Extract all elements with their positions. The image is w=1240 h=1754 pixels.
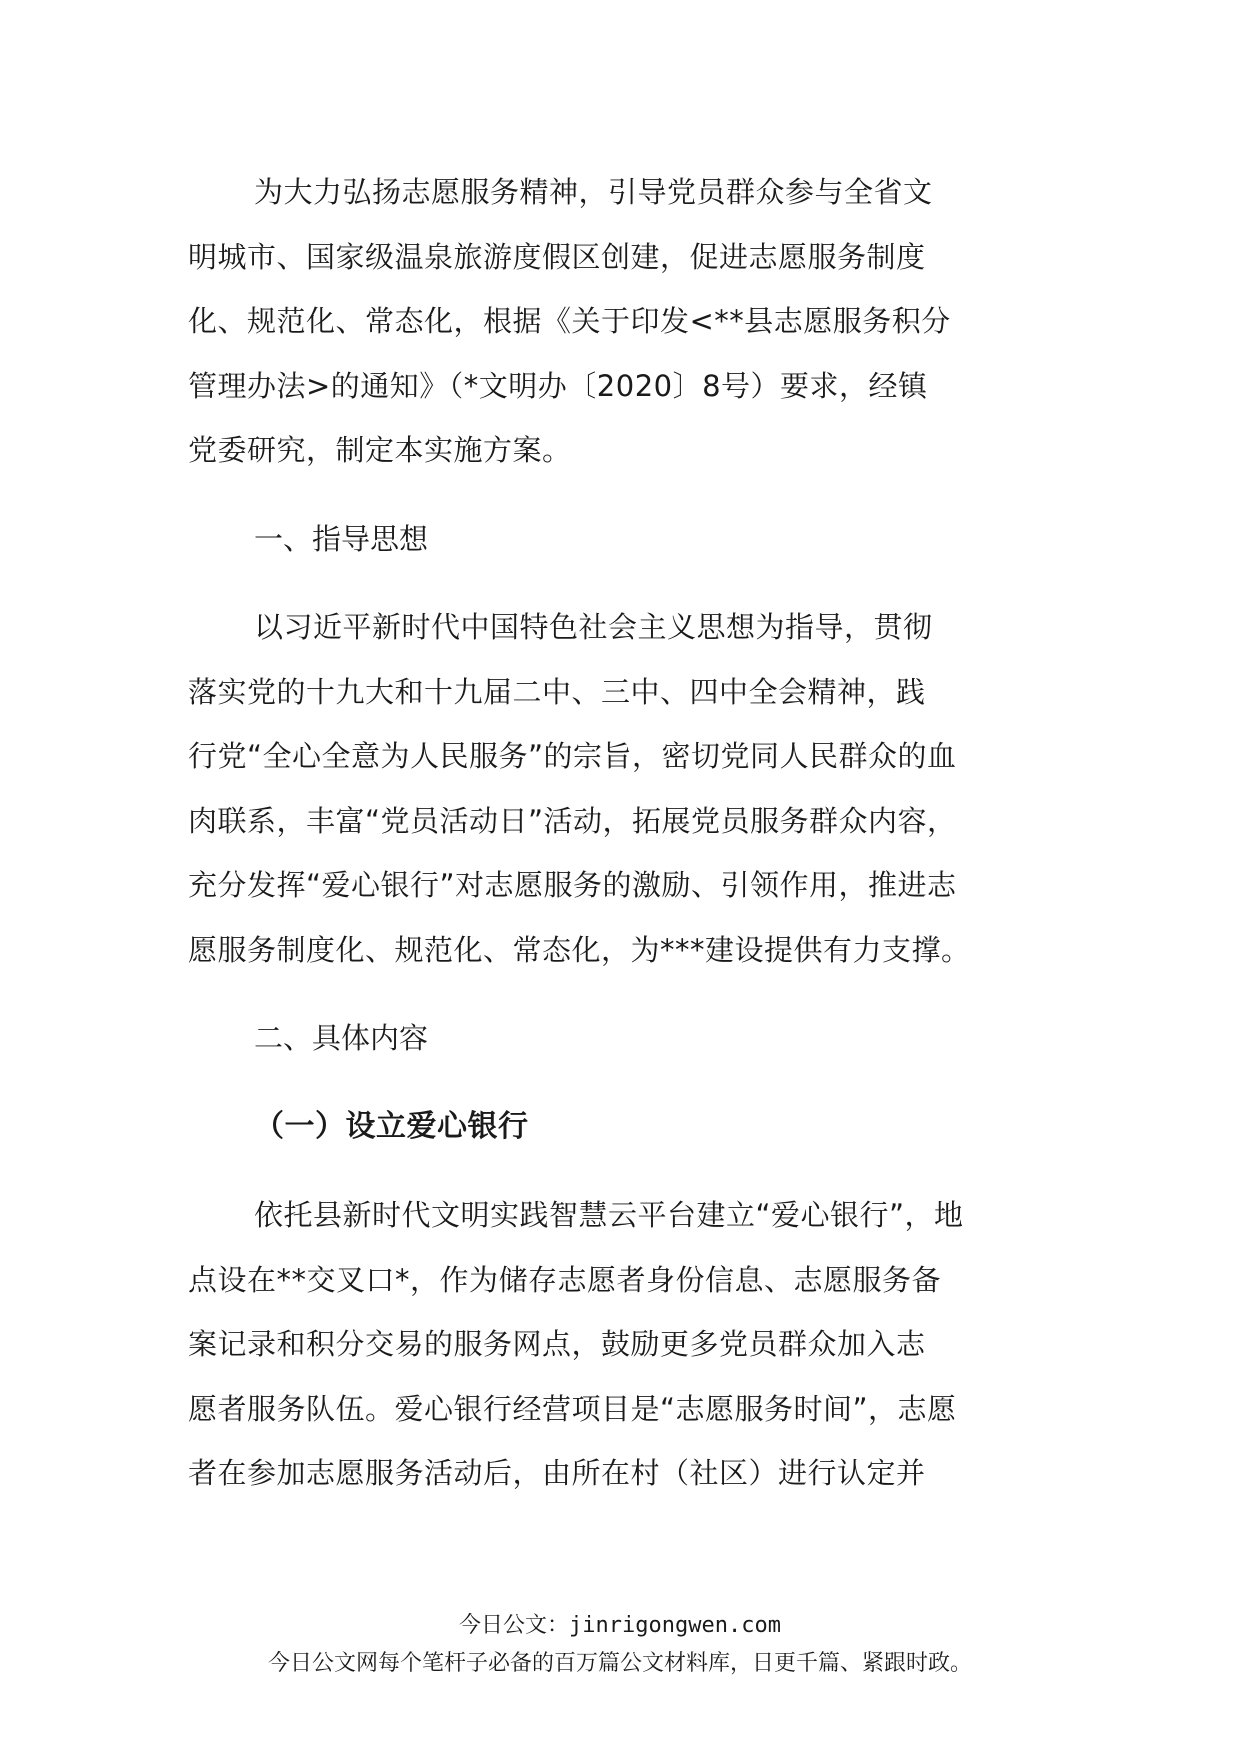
document-body bbox=[188, 160, 1068, 1506]
footer-label: 今日公文： bbox=[459, 1613, 570, 1638]
paragraph-line: 管理办法>的通知》（*文明办〔2020〕8号）要求，经镇 bbox=[188, 368, 928, 403]
paragraph-line: 案记录和积分交易的服务网点，鼓励更多党员群众加入志 bbox=[188, 1327, 926, 1361]
paragraph-line: 充分发挥“爱心银行”对志愿服务的激励、引领作用，推进志 bbox=[188, 868, 957, 902]
paragraph-line: 愿服务制度化、规范化、常态化，为***建设提供有力支撑。 bbox=[188, 932, 971, 967]
paragraph-line: 党委研究，制定本实施方案。 bbox=[188, 433, 572, 467]
paragraph-line: 者在参加志愿服务活动后，由所在村（社区）进行认定并 bbox=[188, 1456, 926, 1490]
paragraph-line: 点设在**交叉口*，作为储存志愿者身份信息、志愿服务备 bbox=[188, 1262, 942, 1297]
subsection-heading-love-bank: （一）设立爱心银行 bbox=[254, 1108, 529, 1144]
section-heading-specific-content: 二、具体内容 bbox=[254, 1021, 429, 1055]
footer-url-link[interactable]: jinrigongwen.com bbox=[569, 1613, 781, 1638]
paragraph-line: 肉联系，丰富“党员活动日”活动，拓展党员服务群众内容， bbox=[188, 803, 957, 838]
paragraph-line: 为大力弘扬志愿服务精神，引导党员群众参与全省文 bbox=[254, 175, 933, 209]
paragraph-line: 愿者服务队伍。爱心银行经营项目是“志愿服务时间”，志愿 bbox=[188, 1391, 957, 1426]
paragraph-line: 依托县新时代文明实践智慧云平台建立“爱心银行”，地 bbox=[254, 1198, 964, 1232]
paragraph-guiding-ideology bbox=[188, 595, 1068, 982]
paragraph-love-bank bbox=[188, 1183, 1068, 1506]
paragraph-intro bbox=[188, 160, 1068, 483]
footer-slogan: 今日公文网每个笔杆子必备的百万篇公文材料库，日更千篇、紧跟时政。 bbox=[267, 1651, 972, 1676]
footer-source bbox=[0, 1608, 1240, 1639]
paragraph-line: 化、规范化、常态化，根据《关于印发<**县志愿服务积分 bbox=[188, 304, 951, 338]
paragraph-line: 以习近平新时代中国特色社会主义思想为指导，贯彻 bbox=[254, 610, 933, 644]
paragraph-line: 行党“全心全意为人民服务”的宗旨，密切党同人民群众的血 bbox=[188, 739, 957, 773]
paragraph-line: 落实党的十九大和十九届二中、三中、四中全会精神，践 bbox=[188, 674, 926, 709]
paragraph-line: 明城市、国家级温泉旅游度假区创建，促进志愿服务制度 bbox=[188, 239, 926, 274]
section-heading-guiding-ideology: 一、指导思想 bbox=[254, 521, 429, 556]
